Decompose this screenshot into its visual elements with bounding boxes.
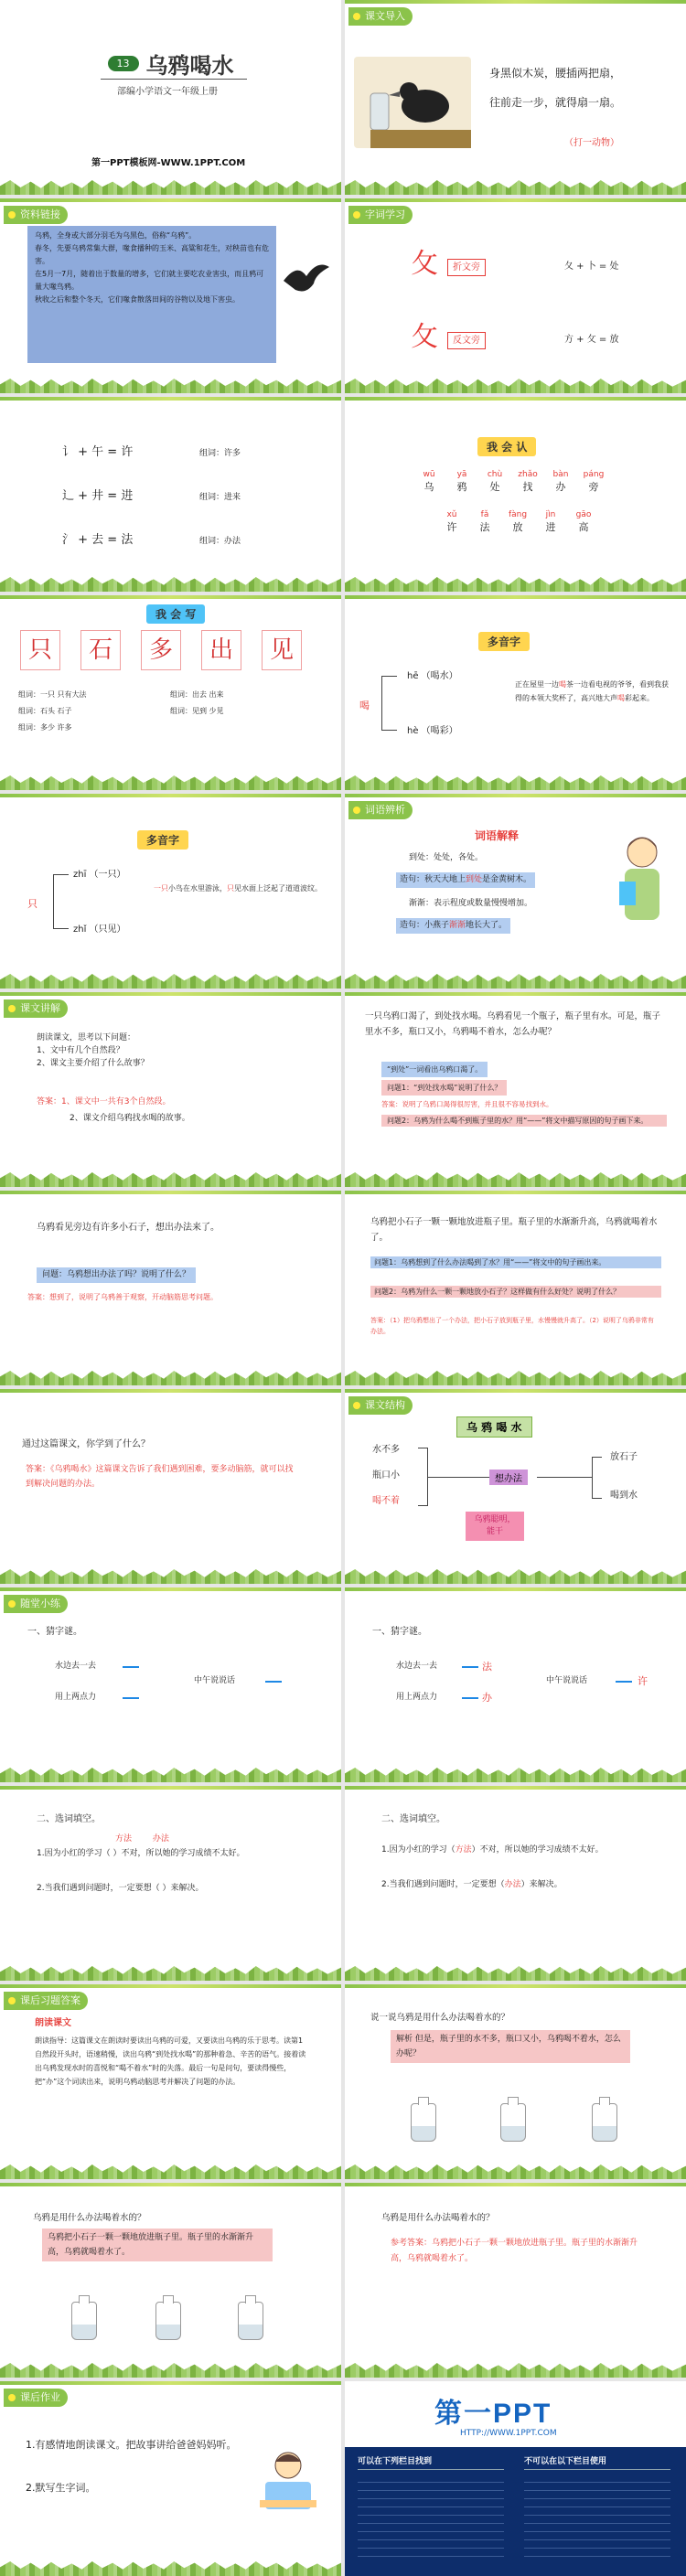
write-words-3: 组词：多少 许多 bbox=[18, 723, 72, 732]
word-analysis-title: 词语解释 bbox=[475, 829, 520, 842]
grass-decoration bbox=[345, 775, 686, 790]
lecture-question: 问题：乌鸦想出办法了吗？说明了什么？ bbox=[37, 1267, 196, 1283]
polyphone-root: 只 bbox=[27, 898, 38, 910]
riddle-clue-1: 水边去一去 bbox=[55, 1662, 97, 1671]
slide-lecture-1[interactable] bbox=[0, 992, 341, 1187]
slide-exercise-answers[interactable] bbox=[0, 1984, 341, 2179]
fill-options: 方法 办法 bbox=[115, 1834, 169, 1844]
student-writing-icon bbox=[256, 2445, 320, 2518]
top-bar bbox=[0, 198, 341, 202]
reference-question: 乌鸦是用什么办法喝着水的？ bbox=[381, 2213, 495, 2223]
recognize-pill: 我 会 认 bbox=[477, 437, 536, 456]
flying-crow-icon bbox=[279, 258, 334, 304]
recognize-item bbox=[583, 470, 605, 494]
lecture-question-2: 问题2：乌鸦为什么喝不到瓶子里的水？用“——”将文中描写原因的句子画下来。 bbox=[381, 1115, 667, 1127]
top-bar bbox=[345, 1191, 686, 1194]
slide-reference[interactable] bbox=[0, 198, 341, 393]
info-para-3: 在5月一7月，随着出于数量的增多，它们就主要吃农业害虫，而且鸦可量大喙鸟鸦。 bbox=[35, 270, 264, 291]
write-char-2: 石 bbox=[80, 630, 121, 670]
riddle-arrow-3 bbox=[265, 1681, 282, 1683]
structure-left-1: 水不多 bbox=[372, 1445, 400, 1455]
riddle-arrow-1 bbox=[462, 1666, 478, 1668]
grass-decoration bbox=[0, 1371, 341, 1385]
top-bar bbox=[0, 1389, 341, 1393]
recognize-item bbox=[474, 510, 496, 534]
write-words-4: 组词：出去 出来 bbox=[170, 690, 224, 699]
recognize-item bbox=[517, 470, 539, 494]
polyphone-pill: 多音字 bbox=[137, 830, 188, 850]
info-para-1: 乌鸦，全身或大部分羽毛为乌黑色，俗称“乌鸦”。 bbox=[35, 231, 197, 240]
slide-practice-2[interactable] bbox=[0, 1786, 341, 1981]
write-words-5: 组词：见到 少见 bbox=[170, 707, 224, 715]
lecture-answer-1: 答案：说明了乌鸦口渴得很厉害，并且很不容易找到水。 bbox=[381, 1100, 553, 1108]
riddle-clue-1: 水边去一去 bbox=[396, 1662, 438, 1671]
grass-decoration bbox=[0, 775, 341, 790]
credits-rule-right bbox=[524, 2469, 670, 2470]
grass-decoration bbox=[0, 379, 341, 393]
word-def-2: 渐渐：表示程度或数量慢慢增加。 bbox=[409, 899, 533, 908]
slide-lecture-4[interactable] bbox=[345, 1191, 686, 1385]
riddle-line-2: 往前走一步，就得扇一扇。 bbox=[489, 96, 622, 109]
grass-decoration bbox=[0, 1172, 341, 1187]
lecture-answer: 答案：想到了，说明了乌鸦善于观察，开动脑筋思考问题。 bbox=[27, 1293, 218, 1301]
homework-item-2: 2.默写生字词。 bbox=[26, 2482, 96, 2494]
slide-footer: 第一PPT模板网-WWW.1PPT.COM bbox=[91, 158, 246, 168]
grass-decoration bbox=[345, 2164, 686, 2179]
riddle-arrow-2 bbox=[123, 1697, 139, 1699]
radical-eq-1: 夂 + 卜 = 处 bbox=[564, 262, 619, 272]
credits-rule-left bbox=[358, 2469, 504, 2470]
pinyin: yā bbox=[456, 470, 467, 479]
riddle-answer-1: 法 bbox=[482, 1661, 492, 1673]
riddle-clue-3: 中午说说话 bbox=[194, 1676, 236, 1685]
info-para-4: 秋收之后和整个冬天，它们喙食散落田间的谷物以及地下害虫。 bbox=[35, 295, 240, 304]
credits-heading-right: 不可以在以下栏目使用 bbox=[524, 2457, 607, 2466]
pinyin: wū bbox=[423, 470, 435, 479]
lecture-a-2: 2、课文介绍乌鸦找水喝的故事。 bbox=[70, 1114, 190, 1123]
crow-image bbox=[354, 57, 471, 148]
structure-line-left bbox=[427, 1477, 489, 1478]
combo-eq-3: 氵 + 去 = 法 bbox=[62, 533, 134, 547]
slide-explain-2[interactable] bbox=[0, 2183, 341, 2378]
polyphone-reading-2: hè （喝彩） bbox=[407, 726, 458, 736]
top-bar bbox=[0, 794, 341, 797]
write-pill: 我 会 写 bbox=[146, 604, 205, 624]
write-char-5: 见 bbox=[262, 630, 302, 670]
grass-decoration bbox=[0, 2363, 341, 2378]
grass-decoration bbox=[0, 1569, 341, 1584]
hanzi: 乌 bbox=[423, 481, 434, 493]
grass-decoration bbox=[0, 2164, 341, 2179]
slide-homework[interactable] bbox=[0, 2381, 341, 2576]
write-words-2: 组词：石头 石子 bbox=[18, 707, 72, 715]
slide-title[interactable] bbox=[0, 0, 341, 195]
explain-answer: 乌鸦把小石子一颗一颗地放进瓶子里。瓶子里的水渐渐升高，乌鸦就喝着水了。 bbox=[42, 2229, 273, 2261]
hanzi: 许 bbox=[446, 521, 457, 533]
crow-icon bbox=[354, 57, 471, 148]
recognize-item bbox=[418, 470, 440, 494]
grass-decoration bbox=[345, 1569, 686, 1584]
fill-question: 二、选词填空。 bbox=[37, 1814, 101, 1824]
write-char-1: 只 bbox=[20, 630, 60, 670]
grass-decoration bbox=[0, 2561, 341, 2576]
structure-title: 乌 鸦 喝 水 bbox=[456, 1416, 532, 1438]
slide-summary[interactable] bbox=[0, 1389, 341, 1584]
top-bar bbox=[345, 1984, 686, 1988]
credits-url[interactable]: HTTP://WWW.1PPT.COM bbox=[460, 2429, 557, 2438]
summary-answer: 答案：《乌鸦喝水》这篇课文告诉了我们遇到困难，要多动脑筋，就可以找到解决问题的办法。 bbox=[26, 1465, 294, 1489]
recognize-row-2 bbox=[441, 510, 595, 534]
homework-item-1: 1.有感情地朗读课文。把故事讲给爸爸妈妈听。 bbox=[26, 2439, 237, 2451]
top-bar bbox=[345, 198, 686, 202]
bottle-icon-3 bbox=[238, 2302, 263, 2340]
slide-practice-1-answer[interactable] bbox=[345, 1587, 686, 1782]
grass-decoration bbox=[345, 577, 686, 592]
info-box bbox=[27, 226, 276, 363]
hanzi: 进 bbox=[545, 521, 556, 533]
radical-label-2: 反文旁 bbox=[447, 332, 486, 349]
radical-char-1: 攵 bbox=[411, 248, 438, 280]
write-words-1: 组词：一只 只有大法 bbox=[18, 690, 87, 699]
top-bar bbox=[0, 1191, 341, 1194]
top-bar bbox=[345, 1389, 686, 1393]
riddle-answer-2: 办 bbox=[482, 1692, 492, 1704]
top-bar bbox=[0, 1786, 341, 1790]
section-tag: 课文结构 bbox=[348, 1396, 413, 1415]
pinyin: xǔ bbox=[446, 510, 457, 519]
grass-decoration bbox=[345, 1768, 686, 1782]
radical-eq-2: 方 + 攵 = 放 bbox=[564, 335, 619, 345]
slide-practice-2-answer[interactable] bbox=[345, 1786, 686, 1981]
structure-bracket-right bbox=[592, 1457, 602, 1499]
lecture-paragraph: 乌鸦看见旁边有许多小石子，想出办法来了。 bbox=[37, 1223, 220, 1233]
info-para-2: 春冬，先要乌鸦常集大群，喙食播种的玉米、高粱和花生，对秧苗也有危害。 bbox=[35, 244, 269, 265]
slide-practice-1[interactable] bbox=[0, 1587, 341, 1782]
bottle-icon-1 bbox=[411, 2103, 436, 2142]
section-tag: 课后作业 bbox=[4, 2389, 68, 2407]
polyphone-sentence: 一只小鸟在水里游泳，只见水面上泛起了道道波纹。 bbox=[154, 884, 322, 893]
lesson-subtitle: 部编小学语文一年级上册 bbox=[117, 87, 218, 97]
grass-decoration bbox=[345, 2363, 686, 2378]
combo-eq-2: 辶 + 井 = 进 bbox=[62, 489, 134, 503]
riddle-question: 一、猜字谜。 bbox=[27, 1627, 82, 1637]
grass-decoration bbox=[0, 1966, 341, 1981]
lecture-q-3: 2、课文主要介绍了什么故事？ bbox=[37, 1059, 149, 1068]
hanzi: 高 bbox=[578, 521, 589, 533]
grass-decoration bbox=[345, 180, 686, 195]
combo-words-2: 组词：进来 bbox=[199, 493, 241, 502]
fill-question: 二、选词填空。 bbox=[381, 1814, 445, 1824]
bottle-icon-3 bbox=[592, 2103, 617, 2142]
radical-label-1: 折文旁 bbox=[447, 259, 486, 276]
recognize-item bbox=[550, 470, 572, 494]
bottle-icon-2 bbox=[155, 2302, 181, 2340]
slide-polyphone-zhi[interactable] bbox=[0, 794, 341, 989]
fill-sentence-2: 2.当我们遇到问题时，一定要想（办法）来解决。 bbox=[381, 1880, 563, 1889]
word-sentence-2: 造句：小燕子渐渐地长大了。 bbox=[396, 918, 510, 934]
recognize-item bbox=[451, 470, 473, 494]
top-bar bbox=[345, 0, 686, 4]
section-tag: 课文讲解 bbox=[4, 999, 68, 1018]
slide-explain[interactable] bbox=[345, 1984, 686, 2179]
slide-intro[interactable] bbox=[345, 0, 686, 195]
lecture-paragraph: 乌鸦把小石子一颗一颗地放进瓶子里。瓶子里的水渐渐升高，乌鸦就喝着水了。 bbox=[370, 1217, 658, 1243]
slide-structure[interactable] bbox=[345, 1389, 686, 1584]
riddle-arrow-1 bbox=[123, 1666, 139, 1668]
structure-line-right bbox=[537, 1477, 592, 1478]
top-bar bbox=[0, 2183, 341, 2186]
bottle-icon-1 bbox=[71, 2302, 97, 2340]
polyphone-brace bbox=[381, 676, 397, 731]
title-underline bbox=[101, 79, 247, 80]
grass-decoration bbox=[345, 1371, 686, 1385]
slide-write[interactable] bbox=[0, 595, 341, 790]
lecture-note: “到处”一词看出乌鸦口渴了。 bbox=[381, 1062, 488, 1077]
hanzi: 旁 bbox=[588, 481, 599, 493]
recognize-item bbox=[540, 510, 562, 534]
top-bar bbox=[345, 794, 686, 797]
grass-decoration bbox=[0, 974, 341, 989]
fill-sentence-2: 2.当我们遇到问题时，一定要想（ ）来解决。 bbox=[37, 1884, 204, 1893]
lecture-answer: 答案：（1）把乌鸦想出了一个办法，把小石子放到瓶子里，水慢慢就升高了。（2）说明了乌鸦非常有办法。 bbox=[370, 1317, 654, 1335]
lecture-question-1: 问题1：乌鸦想到了什么办法喝到了水？用“——”将文中的句子画出来。 bbox=[370, 1256, 661, 1268]
hanzi: 处 bbox=[489, 481, 500, 493]
top-bar bbox=[0, 1984, 341, 1988]
top-bar bbox=[345, 992, 686, 996]
polyphone-root: 喝 bbox=[359, 700, 370, 711]
credits-logo: 第一PPT bbox=[434, 2399, 552, 2429]
recognize-row-1 bbox=[418, 470, 605, 494]
write-char-4: 出 bbox=[201, 630, 241, 670]
pinyin: jìn bbox=[545, 510, 556, 519]
explain-question: 说一说乌鸦是用什么办法喝着水的？ bbox=[370, 2013, 510, 2023]
top-bar bbox=[345, 2183, 686, 2186]
top-bar bbox=[0, 595, 341, 599]
recognize-item bbox=[441, 510, 463, 534]
polyphone-reading-1: hē （喝水） bbox=[407, 671, 458, 681]
grass-decoration bbox=[0, 1768, 341, 1782]
structure-conclusion: 乌鸦聪明，能干 bbox=[466, 1512, 524, 1541]
teacher-icon bbox=[610, 828, 674, 947]
grass-decoration bbox=[345, 974, 686, 989]
section-tag: 课后习题答案 bbox=[4, 1992, 88, 2010]
word-sentence-1: 造句：秋天大地上到处是金黄树木。 bbox=[396, 872, 535, 888]
structure-left-3: 喝不着 bbox=[372, 1496, 400, 1506]
slide-char-combos[interactable] bbox=[0, 397, 341, 592]
riddle-clue-2: 用上两点力 bbox=[55, 1693, 97, 1702]
lecture-question-2: 问题2：乌鸦为什么一颗一颗地放小石子？这样做有什么好处？说明了什么？ bbox=[370, 1286, 661, 1298]
write-char-3: 多 bbox=[141, 630, 181, 670]
radical-char-2: 攵 bbox=[411, 321, 438, 353]
grass-decoration bbox=[0, 577, 341, 592]
section-tag: 课文导入 bbox=[348, 7, 413, 26]
slide-polyphone-he[interactable] bbox=[345, 595, 686, 790]
reference-answer: 参考答案：乌鸦把小石子一颗一颗地放进瓶子里。瓶子里的水渐渐升高，乌鸦就喝着水了。 bbox=[391, 2239, 638, 2263]
polyphone-reading-1: zhī （一只） bbox=[73, 870, 126, 880]
combo-words-1: 组词：许多 bbox=[199, 449, 241, 458]
recognize-item bbox=[573, 510, 595, 534]
hanzi: 办 bbox=[555, 481, 566, 493]
slide-recognize[interactable] bbox=[345, 397, 686, 592]
top-bar bbox=[345, 1786, 686, 1790]
riddle-arrow-2 bbox=[462, 1697, 478, 1699]
lesson-number-badge: 13 bbox=[108, 56, 139, 71]
word-def-1: 到处：处处，各处。 bbox=[409, 853, 484, 862]
riddle-clue-2: 用上两点力 bbox=[396, 1693, 438, 1702]
slide-characters[interactable] bbox=[345, 198, 686, 393]
top-bar bbox=[345, 397, 686, 401]
grass-decoration bbox=[345, 379, 686, 393]
grass-decoration bbox=[0, 180, 341, 195]
explain-answer: 解析 但是，瓶子里的水不多，瓶口又小，乌鸦喝不着水，怎么办呢？ bbox=[391, 2030, 630, 2063]
top-bar bbox=[345, 595, 686, 599]
lecture-a-1: 答案：1、课文中一共有3个自然段。 bbox=[37, 1097, 171, 1106]
pinyin: fǎ bbox=[480, 510, 489, 519]
slide-reference-answer[interactable] bbox=[345, 2183, 686, 2378]
lecture-q-2: 1、文中有几个自然段？ bbox=[37, 1046, 124, 1055]
credits-link-block-left bbox=[358, 2476, 504, 2564]
credits-link-block-right bbox=[524, 2476, 670, 2564]
credits-heading-left: 可以在下列栏目找到 bbox=[358, 2457, 433, 2466]
pinyin: gāo bbox=[575, 510, 592, 519]
hanzi: 鸦 bbox=[456, 481, 467, 493]
top-bar bbox=[0, 2381, 341, 2385]
structure-center: 想办法 bbox=[489, 1470, 528, 1485]
section-tag: 资料链接 bbox=[4, 206, 68, 224]
pinyin: chù bbox=[487, 470, 503, 479]
polyphone-sentence: 正在屋里一边喝茶一边看电视的爷爷，看到我获得的本领大奖杯了，高兴地大声喝彩起来。 bbox=[515, 680, 669, 702]
section-tag: 随堂小练 bbox=[4, 1595, 68, 1613]
pinyin: fàng bbox=[508, 510, 528, 519]
pinyin: zhǎo bbox=[518, 470, 538, 479]
recognize-item bbox=[484, 470, 506, 494]
exercise-title: 朗读课文 bbox=[35, 2018, 71, 2028]
hanzi: 放 bbox=[512, 521, 523, 533]
slide-word-analysis[interactable] bbox=[345, 794, 686, 989]
section-tag: 词语辨析 bbox=[348, 801, 413, 819]
top-bar bbox=[0, 992, 341, 996]
top-bar bbox=[0, 1587, 341, 1591]
slide-lecture-3[interactable] bbox=[0, 1191, 341, 1385]
fill-sentence-1: 1.因为小红的学习（ ）不对，所以她的学习成绩不太好。 bbox=[37, 1849, 245, 1858]
explain-question: 乌鸦是用什么办法喝着水的？ bbox=[33, 2213, 146, 2223]
riddle-arrow-3 bbox=[616, 1681, 632, 1683]
structure-right-2: 喝到水 bbox=[610, 1491, 638, 1501]
top-bar bbox=[0, 397, 341, 401]
pinyin: bàn bbox=[552, 470, 569, 479]
combo-eq-1: 讠 + 午 = 许 bbox=[62, 445, 134, 459]
exercise-body: 朗读指导：这篇课文在朗读时要读出乌鸦的可爱，又要读出乌鸦的乐于思考。读第1自然段开头时，语速稍慢，读出乌鸦“到处找水喝”的那种着急、辛苦的语气。接着读出乌鸦发现水时的喜悦和“喝不着水”时的失落。最后一句是问句，要读得慢些，把“办”这个词读出来，说明乌鸦动脑思考并解决了问题的办法。 bbox=[35, 2036, 306, 2086]
polyphone-reading-2: zhǐ （只见） bbox=[73, 925, 126, 935]
lecture-q-1: 朗读课文，思考以下问题： bbox=[37, 1033, 136, 1042]
riddle-clue-3: 中午说说话 bbox=[546, 1676, 588, 1685]
lecture-question-1: 问题1：“到处找水喝”说明了什么？ bbox=[381, 1080, 507, 1096]
grass-decoration bbox=[345, 1966, 686, 1981]
riddle-line-1: 身黑似木炭，腰插两把扇， bbox=[489, 67, 622, 80]
top-bar bbox=[345, 1587, 686, 1591]
riddle-answer: （打一动物） bbox=[564, 138, 619, 148]
riddle-question: 一、猜字谜。 bbox=[372, 1627, 427, 1637]
structure-right-1: 放石子 bbox=[610, 1452, 638, 1462]
hanzi: 法 bbox=[479, 521, 490, 533]
polyphone-pill: 多音字 bbox=[478, 632, 530, 651]
summary-question: 通过这篇课文，你学到了什么？ bbox=[22, 1439, 150, 1449]
fill-sentence-1: 1.因为小红的学习（方法）不对，所以她的学习成绩不太好。 bbox=[381, 1845, 604, 1855]
slide-credits[interactable] bbox=[345, 2381, 686, 2576]
lecture-paragraph: 一只乌鸦口渴了，到处找水喝。乌鸦看见一个瓶子，瓶子里有水。可是，瓶子里水不多，瓶口又小，乌鸦喝不着水，怎么办呢？ bbox=[365, 1011, 661, 1037]
polyphone-brace bbox=[53, 874, 69, 929]
bottle-icon-2 bbox=[500, 2103, 526, 2142]
pinyin: páng bbox=[583, 470, 605, 479]
lesson-title: 乌鸦喝水 bbox=[145, 53, 234, 79]
recognize-item bbox=[507, 510, 529, 534]
riddle-answer-3: 许 bbox=[638, 1675, 648, 1687]
combo-words-3: 组词：办法 bbox=[199, 537, 241, 546]
section-tag: 字词学习 bbox=[348, 206, 413, 224]
slide-lecture-2[interactable] bbox=[345, 992, 686, 1187]
hanzi: 找 bbox=[522, 481, 533, 493]
grass-decoration bbox=[345, 1172, 686, 1187]
structure-left-2: 瓶口小 bbox=[372, 1470, 400, 1480]
